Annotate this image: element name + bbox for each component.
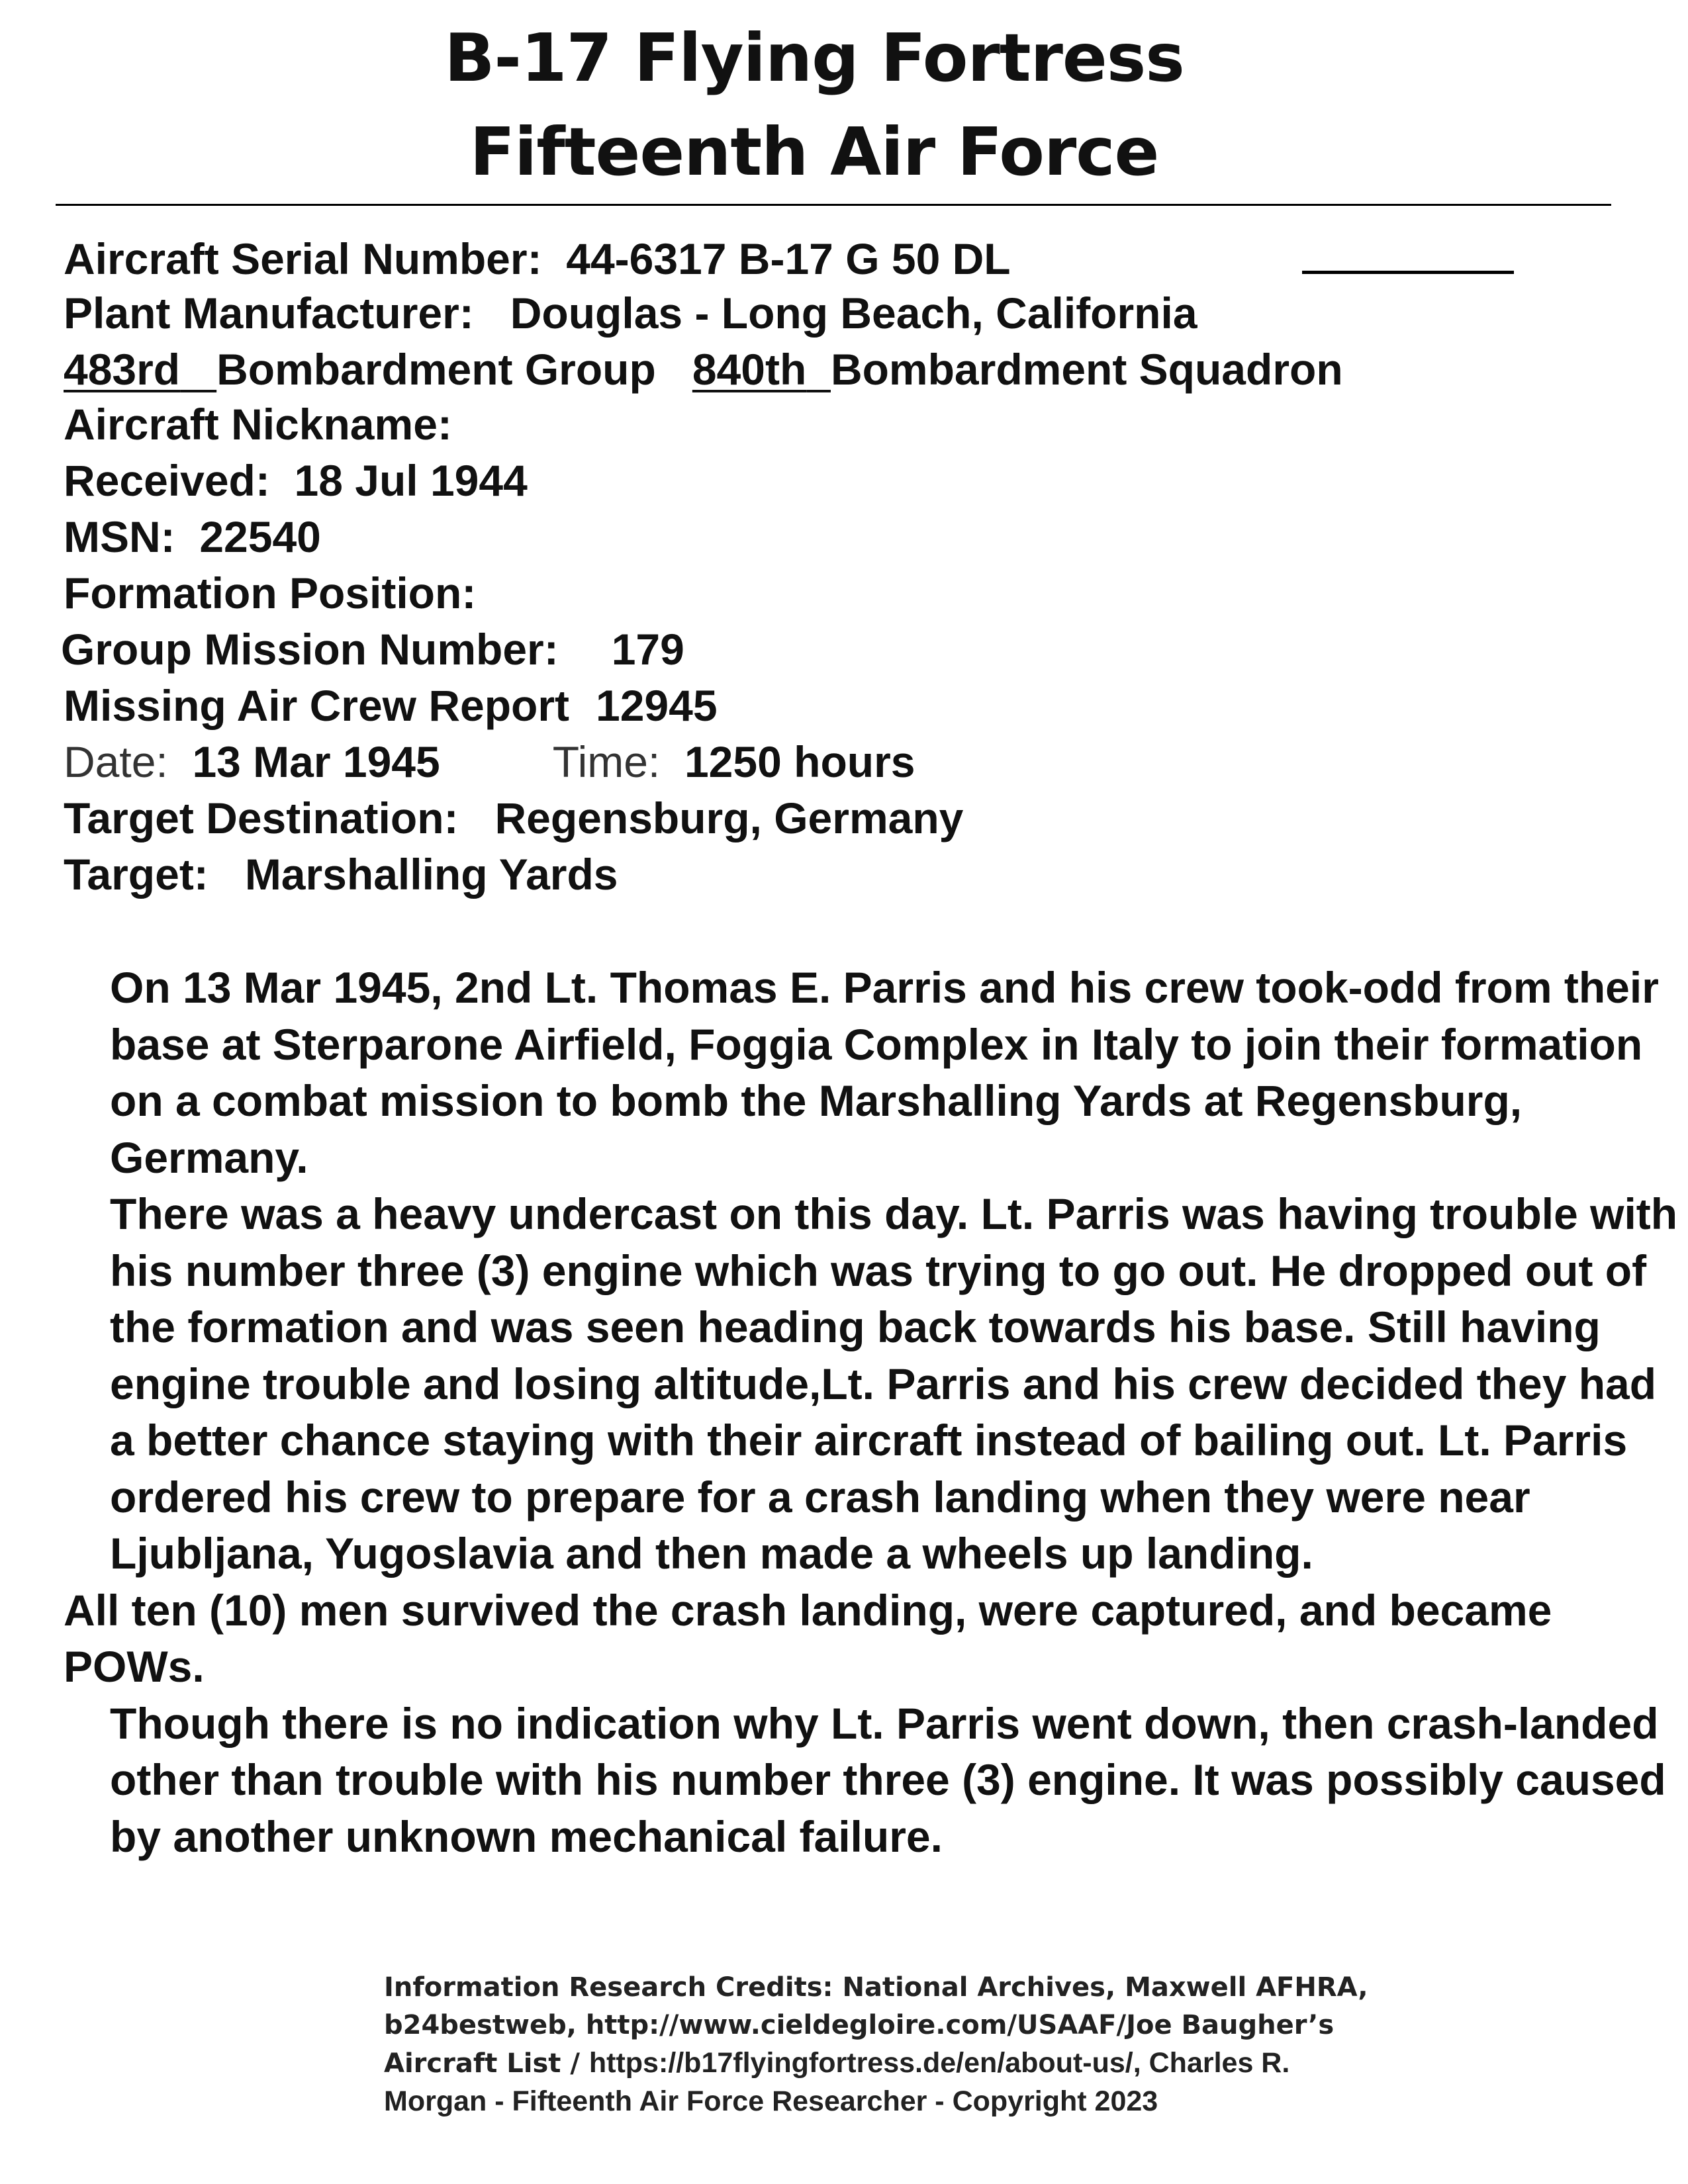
group-row: [64, 345, 1343, 394]
squadron-value: 840th: [692, 345, 807, 394]
plant-row: [64, 289, 1197, 338]
serial-value: 44-6317 B-17 G 50 DL: [566, 234, 1011, 283]
credits-line-part: https://b17flyingfortress.de/en/about-us/, Charles R.: [588, 2047, 1290, 2079]
credits-line: [384, 2044, 1443, 2083]
destination-row: [64, 796, 963, 840]
title-line-2: Fifteenth Air Force: [469, 113, 1159, 191]
macr-label: Missing Air Crew Report: [64, 681, 569, 730]
target-value: Marshalling Yards: [244, 850, 618, 899]
plant-label: Plant Manufacturer:: [64, 289, 474, 338]
msn-row: [64, 512, 321, 561]
credits-line: Information Research Credits: National Archives, Maxwell AFHRA,: [384, 1972, 1368, 2003]
serial-row: [64, 234, 1514, 283]
destination-label: Target Destination:: [64, 794, 459, 842]
research-credits: [384, 1969, 1443, 2120]
destination-value: Regensburg, Germany: [494, 794, 964, 842]
mission-value: 179: [611, 625, 684, 674]
date-row: [64, 737, 915, 786]
date-label: Date:: [64, 737, 168, 786]
target-row: [64, 850, 618, 899]
received-label: Received:: [64, 456, 270, 505]
time-label: Time:: [552, 737, 661, 786]
group-value: 483rd: [64, 345, 181, 394]
header-divider: [56, 204, 1611, 206]
mission-label: Group Mission Number:: [61, 625, 559, 674]
squadron-label: Bombardment Squadron: [830, 345, 1343, 394]
narrative-paragraph: Though there is no indication why Lt. Parris went down, then crash-landed other than trouble with his number three (3) engine. It was possibly caused by another unknown mechanical failure.: [110, 1698, 1666, 1861]
received-value: 18 Jul 1944: [294, 456, 528, 505]
narrative: [64, 960, 1679, 1865]
target-label: Target:: [64, 850, 209, 899]
plant-value: Douglas - Long Beach, California: [510, 289, 1197, 338]
narrative-paragraph: There was a heavy undercast on this day. Lt. Parris was having trouble with his number three (3) engine which was trying to go out. He dropped out of the formation and was seen heading back towards his base. Still having engine trouble and losing altitude,Lt. Parris and his crew decided they had a better chance staying with their aircraft instead of bailing out. Lt. Parris ordered his crew to prepare for a crash landing when they were near Ljubljana, Yugoslavia and then made a wheels up landing.: [110, 1189, 1678, 1578]
credits-line: b24bestweb, http://www.cieldegloire.com/USAAF/Joe Baugher’s: [384, 2010, 1335, 2040]
group-label: Bombardment Group: [216, 345, 656, 394]
formation-row: [64, 571, 476, 615]
credits-line-part: Aircraft List /: [384, 2048, 589, 2079]
nickname-row: [64, 400, 452, 449]
mission-row: [61, 625, 684, 674]
blank-line: [1302, 238, 1514, 274]
narrative-paragraph: On 13 Mar 1945, 2nd Lt. Thomas E. Parris and his crew took-odd from their base at Sterparone Airfield, Foggia Complex in Italy to join their formation on a combat mission to bomb the Marshalling Yards at Regensburg, Germany.: [110, 963, 1659, 1182]
received-row: [64, 456, 528, 505]
formation-label: Formation Position:: [64, 569, 477, 617]
narrative-paragraph: All ten (10) men survived the crash landing, were captured, and became POWs.: [64, 1585, 1552, 1691]
macr-value: 12945: [596, 681, 718, 730]
nickname-label: Aircraft Nickname:: [64, 400, 452, 449]
msn-value: 22540: [199, 512, 321, 561]
title-line-1: B-17 Flying Fortress: [444, 19, 1184, 97]
msn-label: MSN:: [64, 512, 175, 561]
macr-row: [64, 681, 718, 730]
date-value: 13 Mar 1945: [192, 737, 440, 786]
credits-line: Morgan - Fifteenth Air Force Researcher - Copyright 2023: [384, 2085, 1158, 2117]
time-value: 1250 hours: [684, 737, 915, 786]
serial-label: Aircraft Serial Number:: [64, 234, 542, 283]
